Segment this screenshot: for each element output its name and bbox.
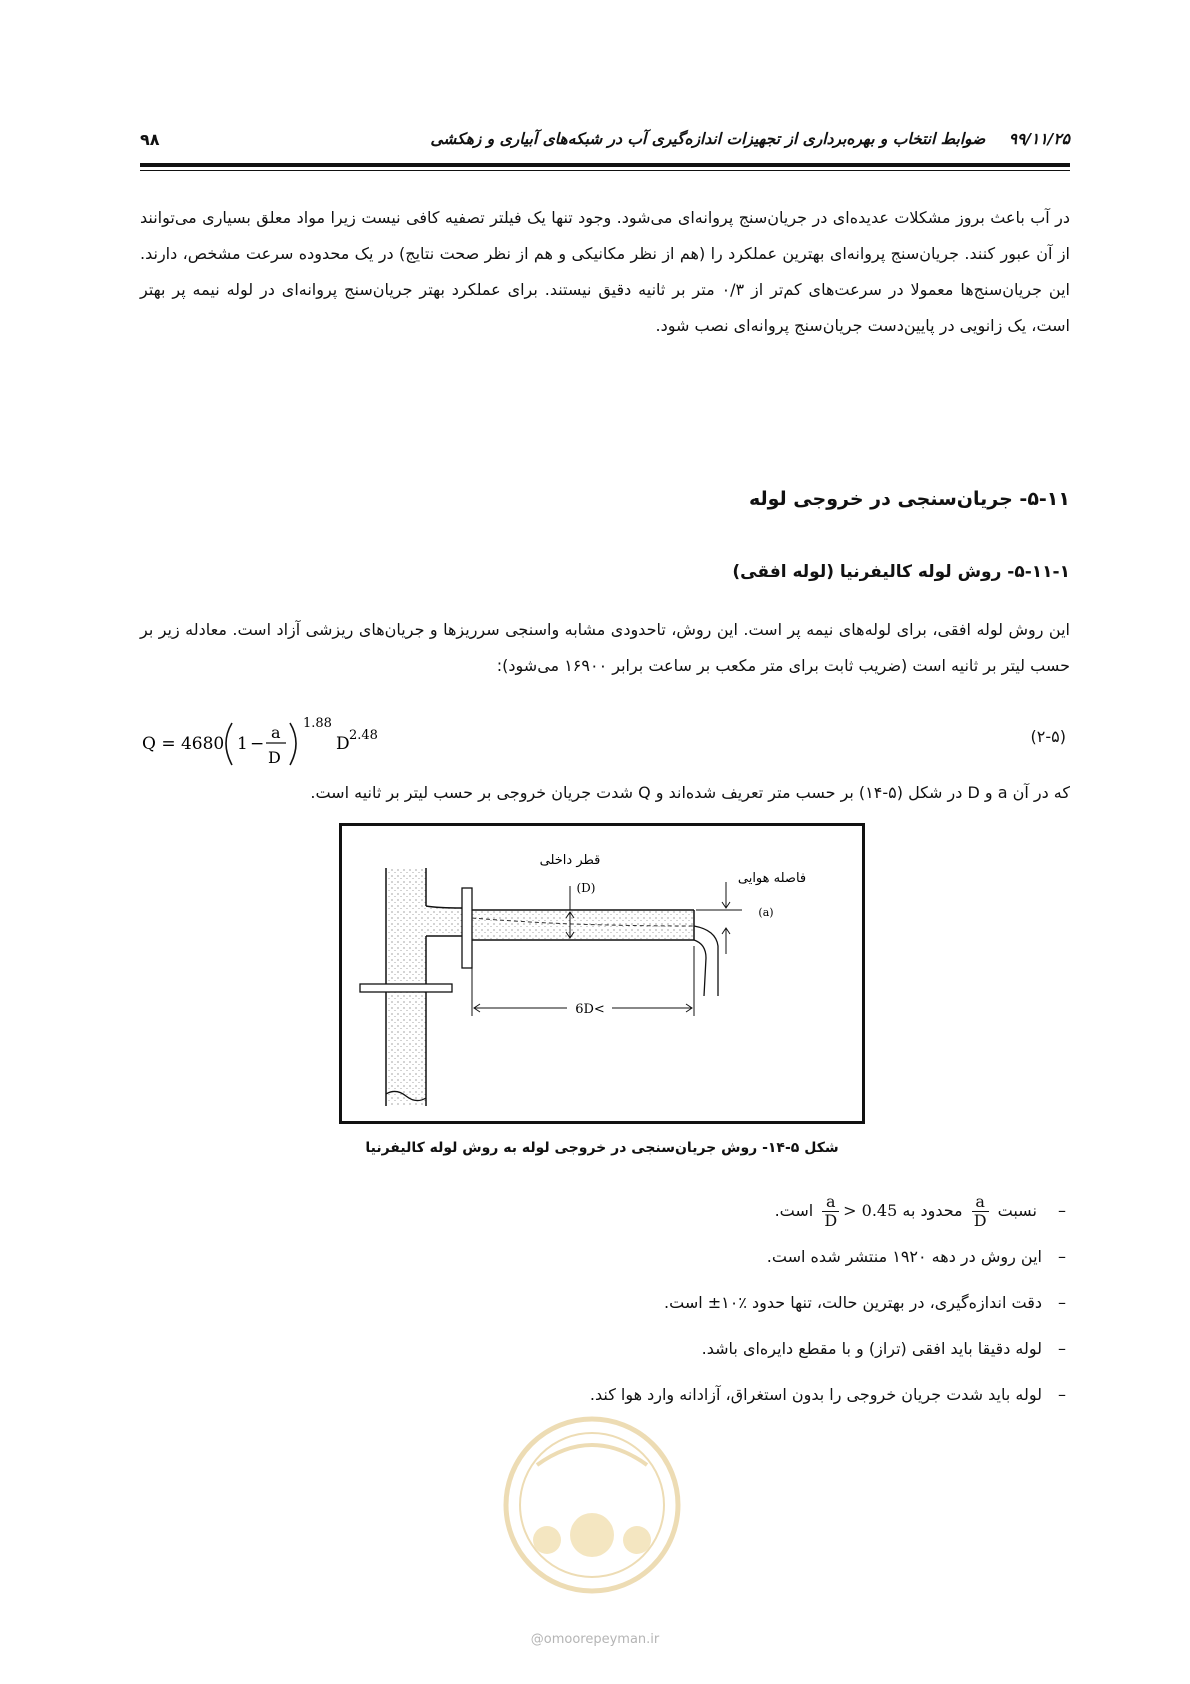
- equation-one: 1: [237, 734, 248, 754]
- watermark-script: [537, 1445, 647, 1465]
- fraction-numerator: a: [972, 1193, 989, 1212]
- label-a: (a): [758, 906, 774, 919]
- bullet-ratio-expression: [818, 1192, 898, 1230]
- header-rule-thin: [140, 170, 1070, 171]
- watermark-site: @omoorepeyman.ir: [530, 1632, 660, 1647]
- subsection-heading: ۵-۱۱-۱- روش لوله کالیفرنیا (لوله افقی): [732, 562, 1070, 582]
- bullet-text: لوله دقیقا باید افقی (تراز) و با مقطع دایره‌ای باشد.: [701, 1339, 1042, 1358]
- equation-lhs: Q = 4680: [142, 734, 225, 754]
- intro-paragraph: در آب باعث بروز مشکلات عدیده‌ای در جریان‌سنج پروانه‌ای می‌شود. وجود تنها یک فیلتر تصفیه کافی نیست زیرا مواد معلق بسیاری می‌توانند از آن عبور کنند. جریان‌سنج پروانه‌ای بهترین عملکرد را (هم از نظر مکانیکی و هم از نظر صحت نتایج) در یک محدوده سرعت مشخص، دارند. این جریان‌سنج‌ها معمولا در سرعت‌های کم‌تر از ۰/۳ متر بر ثانیه دقیق نیستند. برای عملکرد بهتر جریان‌سنج پروانه‌ای در لوله نیمه پر بهتر است، یک زانویی در پایین‌دست جریان‌سنج پروانه‌ای نصب شود.: [140, 208, 1071, 335]
- watermark-emblem-center: [570, 1513, 614, 1557]
- bullet-item-ratio: [366, 1188, 1066, 1234]
- equation-number: (۲-۵): [1030, 727, 1066, 746]
- bullet-ratio-fraction-2: [822, 1193, 839, 1230]
- header-rule-thick: [140, 163, 1070, 167]
- label-length: 6D<: [575, 1002, 605, 1017]
- horizontal-pipe-fill: [472, 910, 694, 940]
- watermark-emblem-right: [623, 1526, 651, 1554]
- fraction-numerator: a: [822, 1193, 839, 1212]
- fraction-denominator: D: [973, 1211, 987, 1230]
- page-number: ۹۸: [140, 130, 160, 149]
- header-title-group: [430, 130, 1070, 148]
- bullet-item-accuracy: [366, 1280, 1066, 1326]
- equation-exp1: 1.88: [303, 716, 332, 731]
- equation-paren-right: [290, 723, 296, 765]
- equation-minus: −: [250, 734, 265, 754]
- page-header: [140, 126, 1070, 156]
- bullet-text: این روش در دهه ۱۹۲۰ منتشر شده است.: [766, 1247, 1042, 1266]
- bullet-ratio-fraction: [972, 1193, 989, 1230]
- figure-caption: شکل ۵-۱۴- روش جریان‌سنجی در خروجی لوله به روش لوله کالیفرنیا: [365, 1140, 839, 1156]
- bullet-dash: –: [1058, 1247, 1066, 1266]
- bullet-text: دقت اندازه‌گیری، در بهترین حالت، تنها حدود ٪۱۰± است.: [664, 1293, 1042, 1312]
- bullet-dash: –: [1058, 1385, 1066, 1404]
- bullet-ratio-inequality: > 0.45: [843, 1201, 898, 1220]
- equation-frac-num: a: [271, 723, 281, 742]
- bullet-text: لوله باید شدت جریان خروجی را بدون استغراق، آزادانه وارد هوا کند.: [589, 1385, 1042, 1404]
- header-title: ضوابط انتخاب و بهره‌برداری از تجهیزات اندازه‌گیری آب در شبکه‌های آبیاری و زهکشی: [430, 130, 986, 148]
- watermark-emblem-left: [533, 1526, 561, 1554]
- bullet-item-free-discharge: [366, 1372, 1066, 1418]
- bullet-item-level: [366, 1326, 1066, 1372]
- label-air-gap: فاصله هوایی: [737, 871, 807, 886]
- label-inner-diameter: قطر داخلی: [539, 853, 601, 868]
- equation-frac-den: D: [268, 748, 281, 767]
- bullet-ratio-prefix: نسبت: [997, 1201, 1037, 1220]
- bullet-dash: –: [1058, 1201, 1066, 1220]
- definition-paragraph: که در آن a و D در شکل (۵-۱۴) بر حسب متر تعریف شده‌اند و Q شدت جریان خروجی بر حسب لیتر بر ثانیه است.: [310, 783, 1070, 802]
- equation: [140, 705, 400, 775]
- method-paragraph: این روش لوله افقی، برای لوله‌های نیمه پر است. این روش، تاحدودی مشابه واسنجی سرریزها و جریان‌های ریزشی آزاد است. معادله زیر بر حسب لیتر بر ثانیه است (ضریب ثابت برای متر مکعب بر ساعت برابر ۱۶۹۰۰ می‌شود):: [140, 620, 1070, 675]
- bullet-dash: –: [1058, 1339, 1066, 1358]
- jet-lower-profile: [694, 940, 706, 996]
- bullet-dash: –: [1058, 1293, 1066, 1312]
- section-heading: ۵-۱۱- جریان‌سنجی در خروجی لوله: [748, 488, 1070, 510]
- equation-exp2: 2.48: [349, 728, 378, 743]
- fraction-denominator: D: [824, 1211, 838, 1230]
- label-D: (D): [576, 881, 596, 895]
- equation-paren-left: [226, 723, 232, 765]
- bullet-list: [366, 1188, 1066, 1418]
- pipe-flange: [462, 888, 472, 968]
- elbow-fill: [426, 906, 462, 936]
- california-pipe-diagram: [342, 826, 862, 1121]
- watermark-logo: [497, 1385, 687, 1625]
- header-date: ۹۹/۱۱/۲۵: [1008, 130, 1070, 148]
- bullet-ratio-suffix: است.: [774, 1201, 814, 1220]
- bullet-ratio-middle: محدود به: [902, 1201, 963, 1220]
- equation-base2: D: [336, 734, 350, 754]
- figure-frame: [339, 823, 865, 1124]
- bullet-item-history: [366, 1234, 1066, 1280]
- riser-flange: [360, 984, 452, 992]
